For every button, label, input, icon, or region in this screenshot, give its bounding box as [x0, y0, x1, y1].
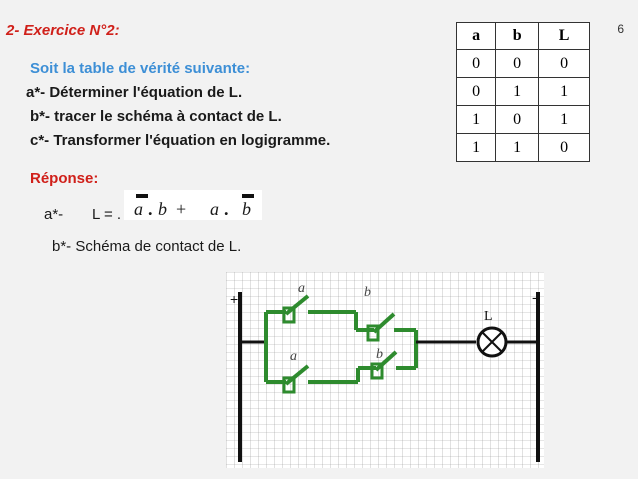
cell: 0	[457, 50, 496, 78]
plus-sign: +	[230, 291, 239, 307]
eq-term-b1: b	[158, 199, 167, 219]
cell: 1	[496, 134, 539, 162]
table-row	[457, 106, 590, 134]
label-top-a: a	[298, 281, 305, 296]
cell: 0	[539, 134, 590, 162]
lamp-label: L	[484, 309, 493, 324]
exercise-title: 2- Exercice N°2:	[6, 22, 120, 39]
truth-table	[456, 22, 590, 162]
cell: 0	[457, 78, 496, 106]
contact-diagram	[226, 272, 544, 468]
table-row	[457, 134, 590, 162]
eq-term-a2: a	[210, 199, 219, 219]
header-a: a	[457, 23, 496, 50]
eq-term-a1: a	[134, 199, 143, 219]
question-b: b*- tracer le schéma à contact de L.	[30, 108, 282, 125]
cell: 0	[539, 50, 590, 78]
cell: 0	[496, 50, 539, 78]
table-row	[457, 78, 590, 106]
cell: 0	[496, 106, 539, 134]
header-l: L	[539, 23, 590, 50]
overbar-b	[242, 194, 254, 198]
label-top-b: b	[364, 285, 371, 300]
table-row	[457, 50, 590, 78]
question-c: c*- Transformer l'équation en logigramme.	[30, 132, 331, 149]
overbar-a	[136, 194, 148, 198]
label-bottom-b: b	[376, 347, 383, 362]
eq-dot2: .	[224, 199, 229, 219]
cell: 1	[496, 78, 539, 106]
cell: 1	[539, 78, 590, 106]
cell: 1	[457, 106, 496, 134]
eq-dot1: .	[148, 199, 153, 219]
eq-plus: +	[176, 199, 187, 219]
page-number: 6	[617, 22, 624, 36]
cell: 1	[457, 134, 496, 162]
minus-sign: -	[532, 289, 537, 305]
intro-line: Soit la table de vérité suivante:	[30, 60, 251, 77]
header-b: b	[496, 23, 539, 50]
answer-a-label: a*-	[44, 206, 64, 223]
answer-b-line: b*- Schéma de contact de L.	[52, 238, 242, 255]
question-a: a*- Déterminer l'équation de L.	[26, 84, 243, 101]
eq-term-b2: b	[242, 199, 251, 219]
answer-a-lhs: L = .	[92, 206, 122, 223]
equation-image	[124, 190, 262, 220]
label-bottom-a: a	[290, 349, 297, 364]
answer-heading: Réponse:	[30, 170, 99, 187]
cell: 1	[539, 106, 590, 134]
truth-table-header	[457, 23, 590, 50]
